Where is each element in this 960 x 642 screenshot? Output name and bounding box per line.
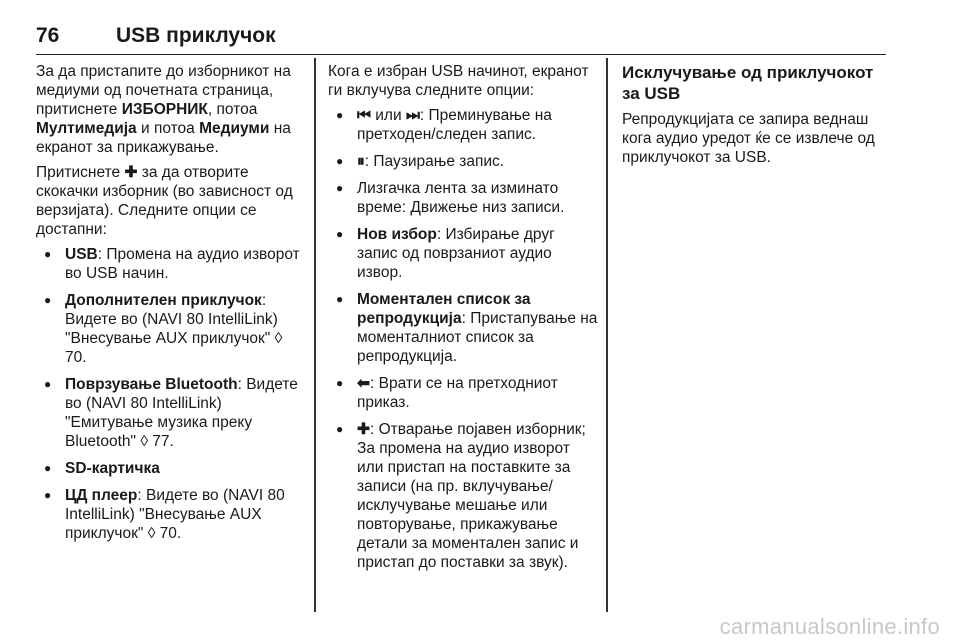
list-item: ● ✚: Отварање појавен изборник; За промена на аудио изворот или пристап на поставките за записи (на пр. вклучување/исклучување мешање или повторување, прикажување детали за моментален запис и пристап до поставки за звук). (328, 420, 598, 572)
column-2 (328, 62, 598, 580)
list-item: ● Нов избор: Избирање друг запис од поврзаниот аудио извор. (328, 225, 598, 282)
column-1 (36, 62, 306, 551)
usb-options-list (328, 106, 598, 572)
pause-icon: ⏸ (357, 153, 365, 170)
section-heading: Исклучување од приклучокот за USB (622, 63, 874, 103)
watermark-text: carmanualsonline.info (719, 614, 940, 639)
page-number: 76 (36, 24, 60, 47)
back-arrow-icon: ⬅ (357, 375, 370, 392)
column-divider (606, 58, 608, 612)
list-item: ● ЦД плеер: Видете во (NAVI 80 IntelliLink) "Внесување AUX приклучок" ◊ 70. (36, 486, 306, 543)
column-divider (314, 58, 316, 612)
list-item: ● ⏮ или ⏭: Преминување на претходен/следен запис. (328, 106, 598, 144)
plus-icon: ✚ (124, 164, 138, 181)
list-item: ● Поврзување Bluetooth: Видете во (NAVI 80 IntelliLink) "Емитување музика преку Bluetooth" ◊ 77. (36, 375, 306, 451)
list-item: ● Дополнителен приклучок: Видете во (NAVI 80 IntelliLink) "Внесување AUX приклучок" ◊ 70. (36, 291, 306, 367)
options-list (36, 245, 306, 543)
page-ref: ◊ 70. (147, 525, 182, 542)
plus-icon: ✚ (357, 421, 370, 438)
paragraph-media-menu: За да пристапите до изборникот на медиуми од почетната страница, притиснете ИЗБОРНИК, потоа Мултимедија и потоа Медиуми на екранот за прикажување. (36, 63, 291, 156)
list-item: ● SD-картичка (36, 459, 306, 478)
page-title: USB приклучок (116, 24, 276, 47)
page-ref: ◊ 70. (65, 330, 283, 366)
list-item: ● Лизгачка лента за изминато време: Движење низ записи. (328, 179, 598, 217)
list-item: ● ⬅: Врати се на претходниот приказ. (328, 374, 598, 412)
paragraph-usb-disconnect: Репродукцијата се запира веднаш кога аудио уредот ќе се извлече од приклучокот за USB. (622, 111, 875, 166)
page-header (36, 18, 886, 55)
list-item: ● ⏸: Паузирање запис. (328, 152, 598, 171)
list-item: ● USB: Промена на аудио изворот во USB начин. (36, 245, 306, 283)
paragraph-usb-options: Кога е избран USB начинот, екранот ги вклучува следните опции: (328, 63, 589, 99)
column-3 (622, 62, 892, 173)
next-track-icon: ⏭ (405, 107, 420, 124)
paragraph-popup-menu: Притиснете ✚ за да отворите скокачки изборник (во зависност од верзијата). Следните опции се достапни: (36, 164, 293, 238)
list-item: ● Моментален список за репродукција: Пристапување на моменталниот список за репродукција. (328, 290, 598, 366)
previous-track-icon: ⏮ (357, 107, 371, 124)
page-ref: ◊ 77. (140, 433, 174, 450)
